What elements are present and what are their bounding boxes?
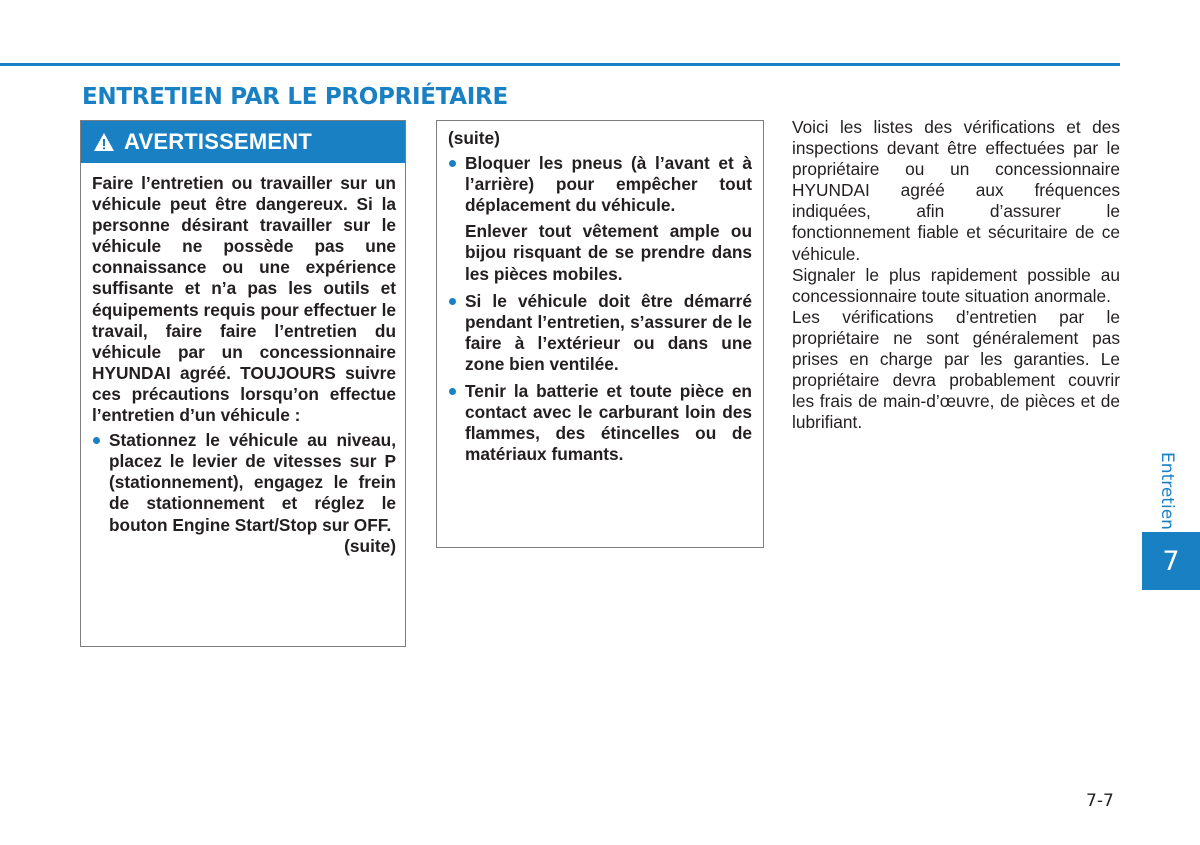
warning-title: AVERTISSEMENT (124, 129, 312, 154)
continued-bullet-extra: Enlever tout vêtement ample ou bijou risquant de se prendre dans les pièces mobiles. (465, 221, 752, 284)
continued-label: (suite) (344, 535, 396, 556)
warning-bullet-item: Stationnez le véhicule au niveau, placez le levier de vitesses sur P (stationnement), engagez le frein de stationnement et réglez le bouton Engine Start/Stop sur OFF. (92, 430, 396, 535)
body-paragraph: Voici les listes des vérifications et des inspections devant être effectuées par le propriétaire ou un concessionnaire HYUNDAI agréé aux fréquences indiquées, afin d’assurer le fonctionnement fiable et sécuritaire de ce véhicule. (792, 117, 1120, 264)
continued-bullets-2 (448, 291, 752, 466)
chapter-side-label (1152, 450, 1182, 532)
continued-bullet-item: Tenir la batterie et toute pièce en contact avec le carburant loin des flammes, des étincelles ou de matériaux fumants. (448, 381, 752, 465)
warning-intro: Faire l’entretien ou travailler sur un véhicule peut être dangereux. Si la personne désirant travailler sur le véhicule ne possède pas une connaissance ou une expérience suffisante et n’a pas les outils et équipements requis pour effectuer le travail, faire faire l’entretien du véhicule par un concessionnaire HYUNDAI agréé. TOUJOURS suivre ces précautions lorsqu’on effectue l’entretien d’un véhicule : (92, 173, 396, 426)
chapter-tab: 7 (1142, 532, 1200, 590)
chapter-side-label-text: Entretien (1157, 452, 1178, 530)
warning-body (81, 163, 405, 557)
body-paragraph: Signaler le plus rapidement possible au concessionnaire toute situation anormale. (792, 264, 1120, 306)
top-divider (0, 63, 1120, 66)
warning-box (80, 120, 406, 647)
continued-bullet-item: Si le véhicule doit être démarré pendant l’entretien, s’assurer de le faire à l’extérieur ou dans une zone bien ventilée. (448, 291, 752, 375)
continued-bullet-text: Bloquer les pneus (à l’avant et à l’arrière) pour empêcher tout déplacement du véhicule. (465, 153, 752, 216)
continued-bullets (448, 153, 752, 216)
continued-header: (suite) (448, 128, 500, 148)
section-title: ENTRETIEN PAR LE PROPRIÉTAIRE (82, 84, 508, 110)
warning-header (81, 121, 405, 163)
page-number: 7-7 (1086, 791, 1114, 811)
warning-continued-box (436, 120, 764, 548)
warning-bullets (92, 430, 396, 535)
warning-triangle-icon (93, 132, 115, 152)
body-paragraph: Les vérifications d’entretien par le propriétaire ne sont généralement pas prises en charge par les garanties. Le propriétaire devra probablement couvrir les frais de main-d’œuvre, de pièces et de lubrifiant. (792, 306, 1120, 433)
body-text (792, 117, 1120, 433)
continued-bullet-item (448, 153, 752, 216)
